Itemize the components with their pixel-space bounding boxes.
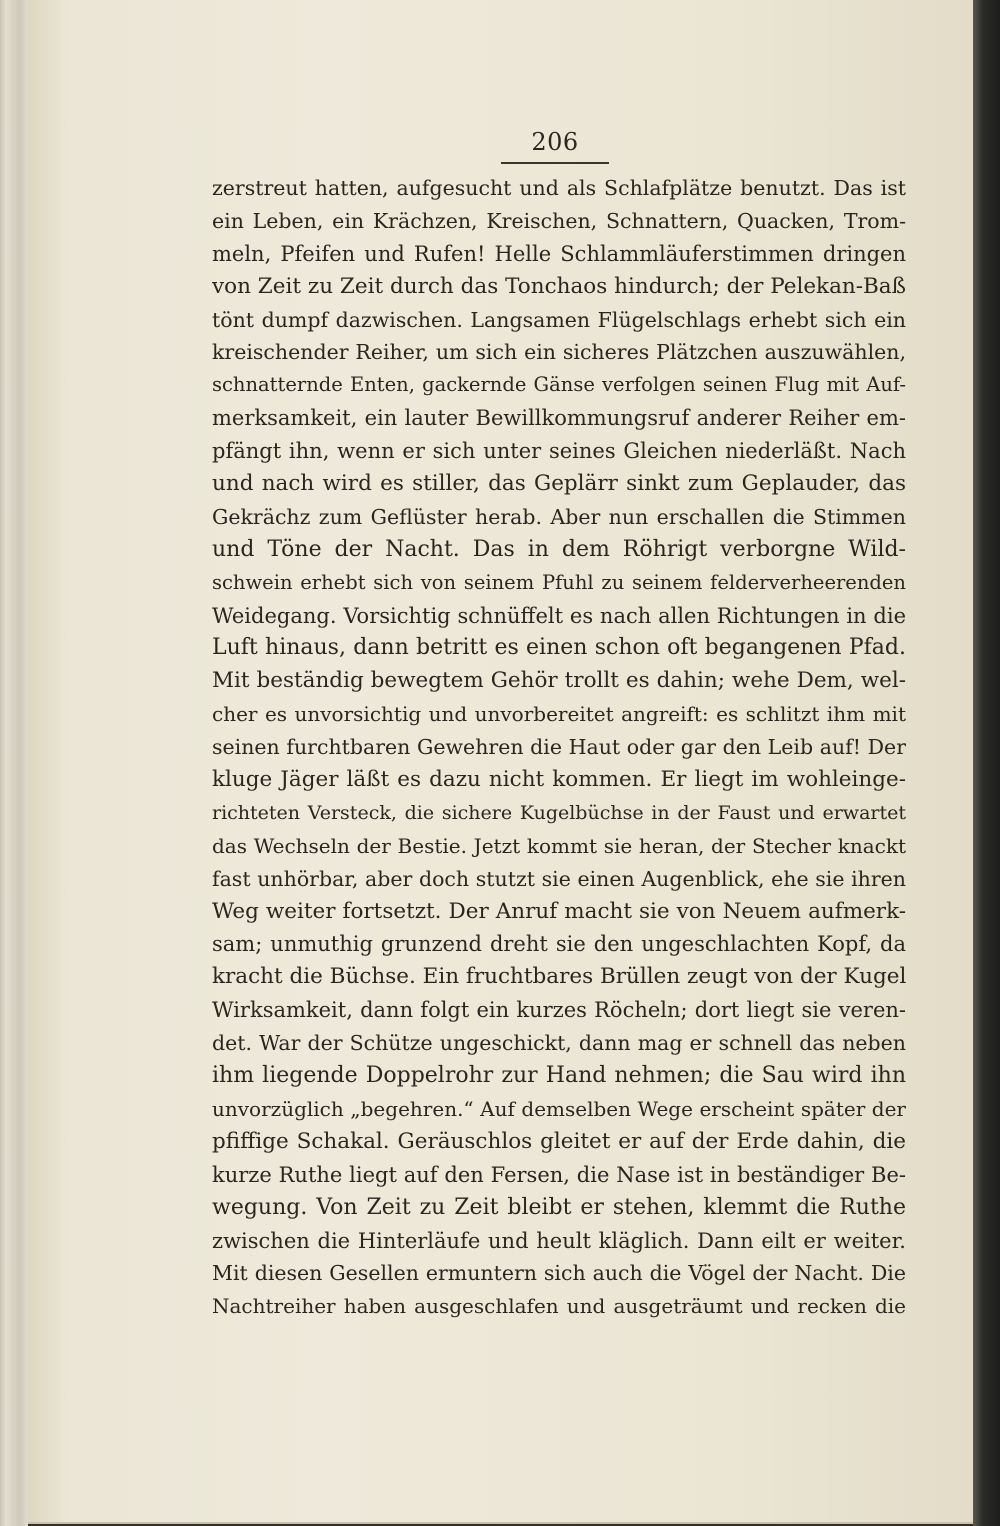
text-line: Wirksamkeit, dann folgt ein kurzes Röcheln; dort liegt sie veren- bbox=[212, 998, 906, 1023]
scan-background-edge bbox=[973, 0, 1000, 1526]
text-line: Weidegang. Vorsichtig schnüffelt es nach allen Richtungen in die bbox=[212, 603, 906, 628]
page-number: 206 bbox=[531, 128, 579, 156]
text-line: Gekrächz zum Geflüster herab. Aber nun erschallen die Stimmen bbox=[212, 504, 906, 529]
text-line: Mit beständig bewegtem Gehör trollt es dahin; wehe Dem, wel- bbox=[212, 668, 906, 694]
text-line: kluge Jäger läßt es dazu nicht kommen. Er liegt im wohleinge- bbox=[212, 767, 906, 793]
text-line: richteten Versteck, die sichere Kugelbüchse in der Faust und erwartet bbox=[212, 801, 906, 824]
text-line: kreischender Reiher, um sich ein sicheres Plätzchen auszuwählen, bbox=[212, 340, 906, 365]
text-line: und nach wird es stiller, das Geplärr sinkt zum Geplauder, das bbox=[212, 471, 906, 497]
text-line: det. War der Schütze ungeschickt, dann mag er schnell das neben bbox=[212, 1031, 906, 1056]
text-line: meln, Pfeifen und Rufen! Helle Schlammläuferstimmen dringen bbox=[212, 241, 906, 266]
text-line: ein Leben, ein Krächzen, Kreischen, Schnattern, Quacken, Trom- bbox=[212, 208, 906, 233]
header-rule bbox=[501, 162, 609, 164]
text-line: wegung. Von Zeit zu Zeit bleibt er stehen, klemmt die Ruthe bbox=[212, 1194, 906, 1220]
binding-edge bbox=[0, 0, 28, 1526]
text-line: zerstreut hatten, aufgesucht und als Schlafplätze benutzt. Das ist bbox=[212, 176, 906, 200]
text-line: das Wechseln der Bestie. Jetzt kommt sie heran, der Stecher knackt bbox=[212, 833, 906, 858]
text-line: fast unhörbar, aber doch stutzt sie einen Augenblick, ehe sie ihren bbox=[212, 866, 906, 891]
text-line: pfiffige Schakal. Geräuschlos gleitet er auf der Erde dahin, die bbox=[212, 1128, 906, 1154]
text-line: seinen furchtbaren Gewehren die Haut oder gar den Leib auf! Der bbox=[212, 735, 906, 760]
text-line: schwein erhebt sich von seinem Pfuhl zu seinem felderverheerenden bbox=[212, 570, 906, 594]
text-line: pfängt ihn, wenn er sich unter seines Gleichen niederläßt. Nach bbox=[212, 439, 906, 464]
text-line: kracht die Büchse. Ein fruchtbares Brüllen zeugt von der Kugel bbox=[212, 964, 906, 990]
text-line: merksamkeit, ein lauter Bewillkommungsruf anderer Reiher em- bbox=[212, 406, 906, 431]
text-line: zwischen die Hinterläufe und heult kläglich. Dann eilt er weiter. bbox=[212, 1228, 906, 1253]
text-line: kurze Ruthe liegt auf den Fersen, die Nase ist in beständiger Be- bbox=[212, 1162, 906, 1187]
text-line: Nachtreiher haben ausgeschlafen und ausgeträumt und recken die bbox=[212, 1294, 906, 1319]
page-header bbox=[480, 128, 630, 164]
text-line: cher es unvorsichtig und unvorbereitet angreift: es schlitzt ihm mit bbox=[212, 702, 906, 727]
text-line: schnatternde Enten, gackernde Gänse verfolgen seinen Flug mit Auf- bbox=[212, 373, 906, 397]
text-line: unvorzüglich „begehren.“ Auf demselben Wege erscheint später der bbox=[212, 1096, 906, 1121]
text-line: Mit diesen Gesellen ermuntern sich auch die Vögel der Nacht. Die bbox=[212, 1261, 906, 1286]
body-text bbox=[212, 172, 906, 1323]
text-line: und Töne der Nacht. Das in dem Röhrigt verborgne Wild- bbox=[212, 536, 906, 562]
text-line: Luft hinaus, dann betritt es einen schon oft begangenen Pfad. bbox=[212, 635, 906, 661]
text-line: tönt dumpf dazwischen. Langsamen Flügelschlags erhebt sich ein bbox=[212, 307, 906, 332]
text-line: sam; unmuthig grunzend dreht sie den ungeschlachten Kopf, da bbox=[212, 932, 906, 957]
text-line: Weg weiter fortsetzt. Der Anruf macht sie von Neuem aufmerk- bbox=[212, 898, 906, 924]
text-line: von Zeit zu Zeit durch das Tonchaos hindurch; der Pelekan-Baß bbox=[212, 273, 906, 299]
text-line: ihm liegende Doppelrohr zur Hand nehmen; die Sau wird ihn bbox=[212, 1063, 906, 1089]
